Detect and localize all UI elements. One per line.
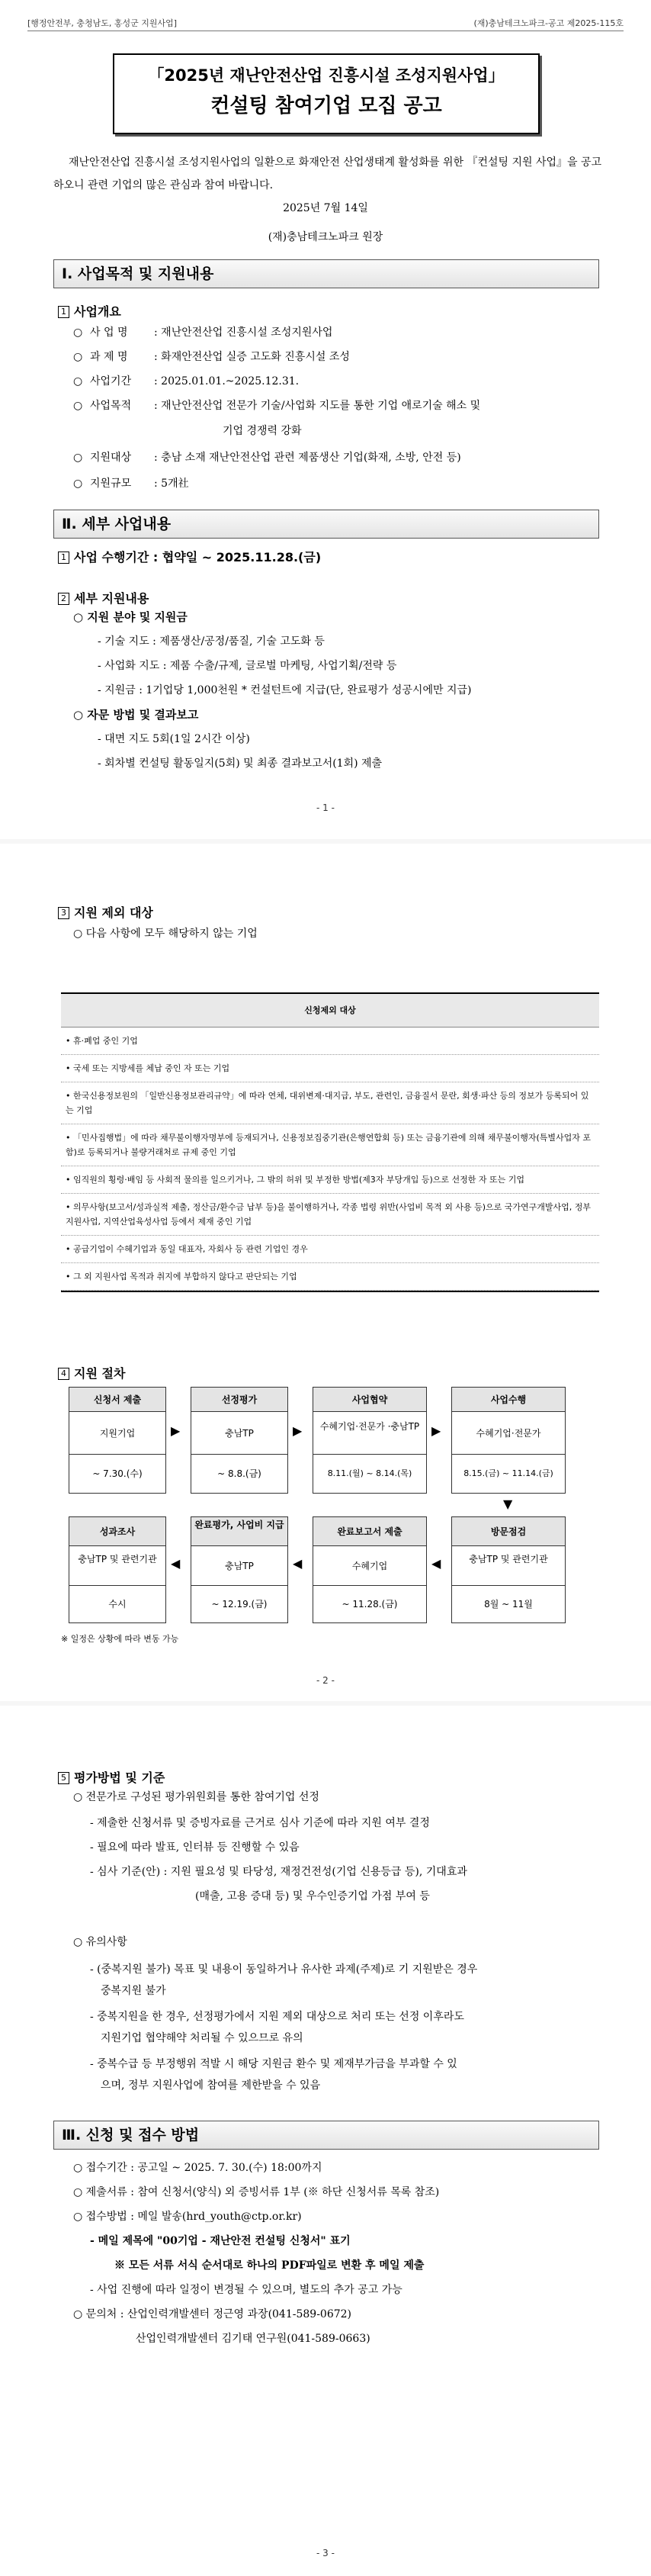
arrow-right-icon: ▶ <box>171 1423 181 1438</box>
overview-row: ○ 지원규모 : 5개社 <box>73 478 189 490</box>
section-3-header: Ⅲ. 신청 및 접수 방법 <box>53 2121 599 2150</box>
exclusion-row: • 「민사집행법」에 따라 채무불이행자명부에 등재되거나, 신용정보집중기관(은행연합회 등) 또는 금융기관에 의해 채무불이행자(특별사업자 포함)로 등록되거나 불량거래처로 규제 중인 기업 <box>61 1124 599 1166</box>
header-left: [행정안전부, 충청남도, 홍성군 지원사업] <box>27 18 178 28</box>
exclusion-row: • 공급기업이 수혜기업과 동일 대표자, 자회사 등 관련 기업인 경우 <box>61 1236 599 1263</box>
subsection-details: 2 세부 지원내용 <box>58 589 149 606</box>
caution-line: 으며, 정부 지원사업에 참여를 제한받을 수 있음 <box>101 2079 321 2092</box>
announcement-date: 2025년 7월 14일 <box>283 202 368 214</box>
title-box <box>113 53 540 134</box>
page-number: - 2 - <box>316 1675 335 1686</box>
apply-row: ○ 접수기간 : 공고일 ~ 2025. 7. 30.(수) 18:00까지 <box>73 2162 322 2174</box>
page-number: - 3 - <box>316 2548 335 2558</box>
exclusion-row: • 의무사항(보고서/성과실적 제출, 정산금/환수금 납부 등)을 불이행하거나, 각종 법령 위반(사업비 목적 외 사용 등)으로 국가연구개발사업, 정부지원사업, 지역산업육성사업 등에서 제재 중인 기업 <box>61 1194 599 1236</box>
eval-item: ○ 전문가로 구성된 평가위원회를 통한 참여기업 선정 <box>73 1791 319 1803</box>
exclusion-row: • 임직원의 횡령·배임 등 사회적 물의를 일으키거나, 그 밖의 허위 및 부정한 방법(제3자 부당개입 등)으로 선정한 자 또는 기업 <box>61 1166 599 1194</box>
mail-subject-rule: - 메일 제목에 "00기업 - 재난안전 컨설팅 신청서" 표기 <box>90 2235 351 2247</box>
exclusion-row: • 휴·폐업 중인 기업 <box>61 1028 599 1055</box>
title-line-1: 「2025년 재난안전산업 진흥시설 조성지원사업」 <box>148 66 505 85</box>
arrow-right-icon: ▶ <box>293 1423 303 1438</box>
flow-step-apply: 신청서 제출 지원기업 ~ 7.30.(수) <box>69 1387 166 1494</box>
exclusion-table <box>61 992 599 1292</box>
arrow-left-icon: ◀ <box>293 1556 303 1571</box>
flow-step-completion-eval: 완료평가, 사업비 지급 충남TP ~ 12.19.(금) <box>191 1516 288 1623</box>
exclusion-table-header: 신청제외 대상 <box>61 994 599 1028</box>
eval-dash: - 심사 기준(안) : 지원 필요성 및 타당성, 재정건전성(기업 신용등급 등), 기대효과 <box>90 1866 467 1878</box>
title-line-2: 컨설팅 참여기업 모집 공고 <box>210 95 442 117</box>
section-1-header: Ⅰ. 사업목적 및 지원내용 <box>53 259 599 288</box>
contact-row: ○ 문의처 : 산업인력개발센터 정근영 과장(041-589-0672) <box>73 2308 352 2320</box>
subsection-evaluation: 5 평가방법 및 기준 <box>58 1768 165 1786</box>
arrow-down-icon: ▼ <box>503 1497 513 1511</box>
advice-method-title: ○ 자문 방법 및 결과보고 <box>73 708 199 722</box>
overview-row: ○ 사업목적 : 재난안전산업 전문가 기술/사업화 지도를 통한 기업 애로기술 해소 및 <box>73 400 481 412</box>
flow-step-evaluate: 선정평가 충남TP ~ 8.8.(금) <box>191 1387 288 1494</box>
exclusion-row: • 한국신용정보원의 「일반신용정보관리규약」에 따라 연체, 대위변제·대지급, 부도, 관련인, 금융질서 문란, 회생·파산 등의 정보가 등록되어 있는 기업 <box>61 1082 599 1124</box>
subsection-period: 1 사업 수행기간 : 협약일 ~ 2025.11.28.(금) <box>58 548 321 565</box>
caution-line: 지원기업 협약해약 처리될 수 있으므로 유의 <box>101 2032 303 2044</box>
section-2-header: Ⅱ. 세부 사업내용 <box>53 510 599 539</box>
caution-line: 중복지원 불가 <box>101 1985 166 1997</box>
support-field-item: - 기술 지도 : 제품생산/공정/품질, 기술 고도화 등 <box>98 635 325 648</box>
subsection-title: 사업개요 <box>74 304 121 319</box>
purpose-continuation: 기업 경쟁력 강화 <box>223 425 302 437</box>
page-separator <box>0 1701 651 1706</box>
contact-row: 산업인력개발센터 김기태 연구원(041-589-0663) <box>136 2333 370 2345</box>
arrow-right-icon: ▶ <box>431 1423 441 1438</box>
eval-dash: - 제출한 신청서류 및 증빙자료를 근거로 심사 기준에 따라 지원 여부 결정 <box>90 1817 430 1829</box>
exclusion-row: • 국세 또는 지방세를 체납 중인 자 또는 기업 <box>61 1055 599 1082</box>
flow-step-report: 완료보고서 제출 수혜기업 ~ 11.28.(금) <box>313 1516 427 1623</box>
subsection-procedure: 4 지원 절차 <box>58 1364 125 1381</box>
eval-dash: - 필요에 따라 발표, 인터뷰 등 진행할 수 있음 <box>90 1841 300 1854</box>
support-field-item: - 지원금 : 1기업당 1,000천원 * 컨설턴트에 지급(단, 완료평가 성공시에만 지급) <box>98 684 472 696</box>
exclusion-desc: ○ 다음 사항에 모두 해당하지 않는 기업 <box>73 928 258 940</box>
overview-row: ○ 사업기간 : 2025.01.01.~2025.12.31. <box>73 375 300 388</box>
exclusion-row: • 그 외 지원사업 목적과 취지에 부합하지 않다고 판단되는 기업 <box>61 1263 599 1291</box>
flow-step-inspection: 방문점검 충남TP 및 관련기관 8월 ~ 11월 <box>451 1516 566 1623</box>
support-field-title: ○ 지원 분야 및 지원금 <box>73 610 188 624</box>
flow-step-agreement: 사업협약 수혜기업·전문가 ·충남TP 8.11.(월) ~ 8.14.(목) <box>313 1387 427 1494</box>
schedule-change-note: - 사업 진행에 따라 일정이 변경될 수 있으며, 별도의 추가 공고 가능 <box>90 2284 402 2296</box>
caution-line: - (중복지원 불가) 목표 및 내용이 동일하거나 유사한 과제(주제)로 기 지원받은 경우 <box>90 1963 478 1976</box>
advice-method-item: - 대면 지도 5회(1일 2시간 이상) <box>98 733 250 745</box>
apply-row: ○ 접수방법 : 메일 발송(hrd_youth@ctp.or.kr) <box>73 2211 302 2223</box>
subsection-exclusions: 3 지원 제외 대상 <box>58 903 153 921</box>
header-right: (재)충남테크노파크-공고 제2025-115호 <box>473 18 624 28</box>
mail-format-rule: ※ 모든 서류 서식 순서대로 하나의 PDF파일로 변환 후 메일 제출 <box>114 2259 425 2272</box>
subsection-overview <box>58 302 121 320</box>
intro-text: 재난안전산업 진흥시설 조성지원사업의 일환으로 화재안전 산업생태계 활성화를 위한 『컨설팅 지원 사업』을 공고하오니 관련 기업의 많은 관심과 참여 바랍니다. <box>53 156 602 191</box>
flow-step-survey: 성과조사 충남TP 및 관련기관 수시 <box>69 1516 166 1623</box>
eval-dash-cont: (매출, 고용 증대 등) 및 우수인증기업 가점 부여 등 <box>195 1890 430 1902</box>
caution-line: - 중복지원을 한 경우, 선정평가에서 지원 제외 대상으로 처리 또는 선정 이후라도 <box>90 2011 464 2023</box>
overview-row: ○ 과 제 명 : 화재안전산업 실증 고도화 진흥시설 조성 <box>73 351 350 363</box>
announcement-org: (재)충남테크노파크 원장 <box>268 231 383 243</box>
schedule-note: ※ 일정은 상황에 따라 변동 가능 <box>61 1634 179 1644</box>
caution-item: ○ 유의사항 <box>73 1936 127 1948</box>
overview-row: ○ 지원대상 : 충남 소재 재난안전산업 관련 제품생산 기업(화재, 소방, 안전 등) <box>73 452 461 464</box>
arrow-left-icon: ◀ <box>431 1556 441 1571</box>
apply-row: ○ 제출서류 : 참여 신청서(양식) 외 증빙서류 1부 (※ 하단 신청서류 목록 참조) <box>73 2186 440 2198</box>
caution-line: - 중복수급 등 부정행위 적발 시 해당 지원금 환수 및 제재부가금을 부과할 수 있 <box>90 2058 457 2070</box>
subsection-number: 1 <box>58 306 69 318</box>
arrow-left-icon: ◀ <box>171 1556 181 1571</box>
advice-method-item: - 회차별 컨설팅 활동일지(5회) 및 최종 결과보고서(1회) 제출 <box>98 757 383 770</box>
overview-row: ○ 사 업 명 : 재난안전산업 진흥시설 조성지원사업 <box>73 326 333 339</box>
flow-step-execute: 사업수행 수혜기업·전문가 8.15.(금) ~ 11.14.(금) <box>451 1387 566 1494</box>
support-field-item: - 사업화 지도 : 제품 수출/규제, 글로벌 마케팅, 사업기획/전략 등 <box>98 660 397 672</box>
page-number: - 1 - <box>316 802 335 813</box>
page-1 <box>0 0 651 842</box>
